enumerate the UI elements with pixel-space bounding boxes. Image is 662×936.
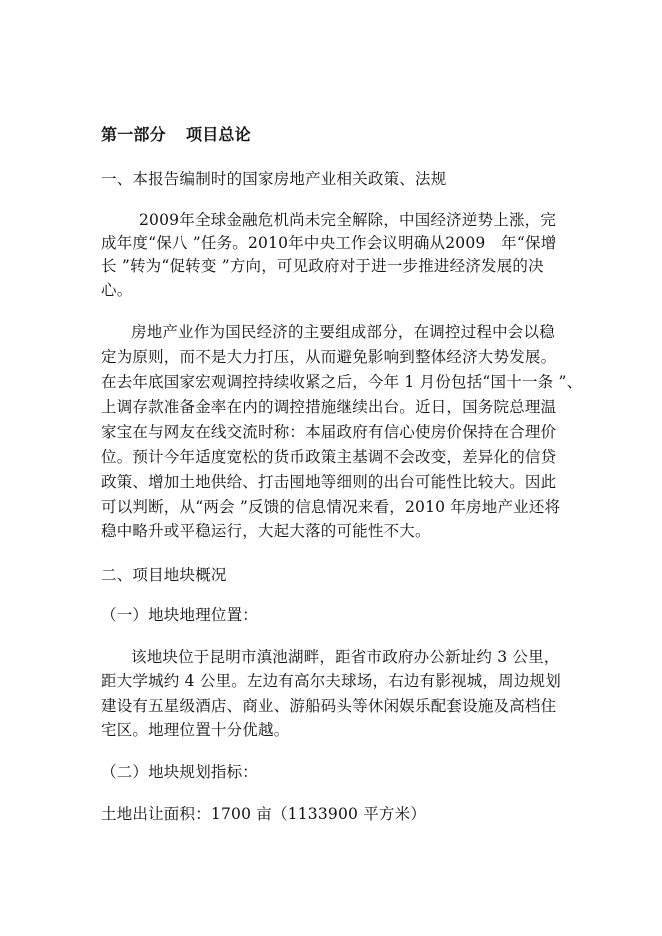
para-2-line-5: 家宝在与网友在线交流时称：本届政府有信心使房价保持在合理价: [101, 423, 557, 441]
para-3-line-3: 建设有五星级酒店、商业、游船码头等休闲娱乐配套设施及高档住: [101, 697, 557, 715]
para-2-line-8: 可以判断，从“两会 ”反馈的信息情况来看，2010 年房地产业还将: [101, 498, 561, 516]
land-area-line: 土地出让面积：1700 亩（1133900 平方米）: [101, 805, 427, 823]
para-2-line-4: 上调存款准备金率在内的调控措施继续出台。近日，国务院总理温: [101, 398, 557, 416]
para-2-line-9: 稳中略升或平稳运行，大起大落的可能性不大。: [101, 522, 431, 540]
para-2-line-7: 政策、增加土地供给、打击囤地等细则的出台可能性比较大。因此: [101, 473, 557, 491]
para-3-line-2: 距大学城约 4 公里。左边有高尔夫球场，右边有影视城，周边规划: [101, 672, 561, 690]
para-2-line-3: 在去年底国家宏观调控持续收紧之后，今年 1 月份包括“国十一条 ”、: [101, 373, 583, 391]
para-3-line-4: 宅区。地理位置十分优越。: [101, 721, 290, 739]
para-2-line-1: 房地产业作为国民经济的主要组成部分，在调控过程中会以稳: [131, 323, 555, 341]
para-1-line-1: 2009年全球金融危机尚未完全解除，中国经济逆势上涨，完: [139, 211, 557, 229]
para-2-line-6: 位。预计今年适度宽松的货币政策主基调不会改变，差异化的信贷: [101, 448, 557, 466]
section-1-heading: 一、本报告编制时的国家房地产业相关政策、法规: [101, 170, 447, 188]
subsection-1-heading: （一）地块地理位置：: [101, 606, 259, 624]
para-1-line-4: 心。: [101, 281, 133, 299]
para-1-line-2: 成年度“保八 ”任务。2010年中央工作会议明确从2009 年“保增: [101, 234, 557, 252]
part-subtitle: 项目总论: [186, 125, 251, 144]
part-title: 第一部分: [101, 125, 166, 144]
subsection-2-heading: （二）地块规划指标：: [101, 763, 259, 781]
para-3-line-1: 该地块位于昆明市滇池湖畔，距省市政府办公新址约 3 公里，: [131, 648, 560, 666]
para-1-line-3: 长 ”转为“促转变 ”方向，可见政府对于进一步推进经济发展的决: [101, 257, 544, 275]
section-2-heading: 二、项目地块概况: [101, 566, 227, 584]
para-2-line-2: 定为原则，而不是大力打压，从而避免影响到整体经济大势发展。: [101, 348, 557, 366]
